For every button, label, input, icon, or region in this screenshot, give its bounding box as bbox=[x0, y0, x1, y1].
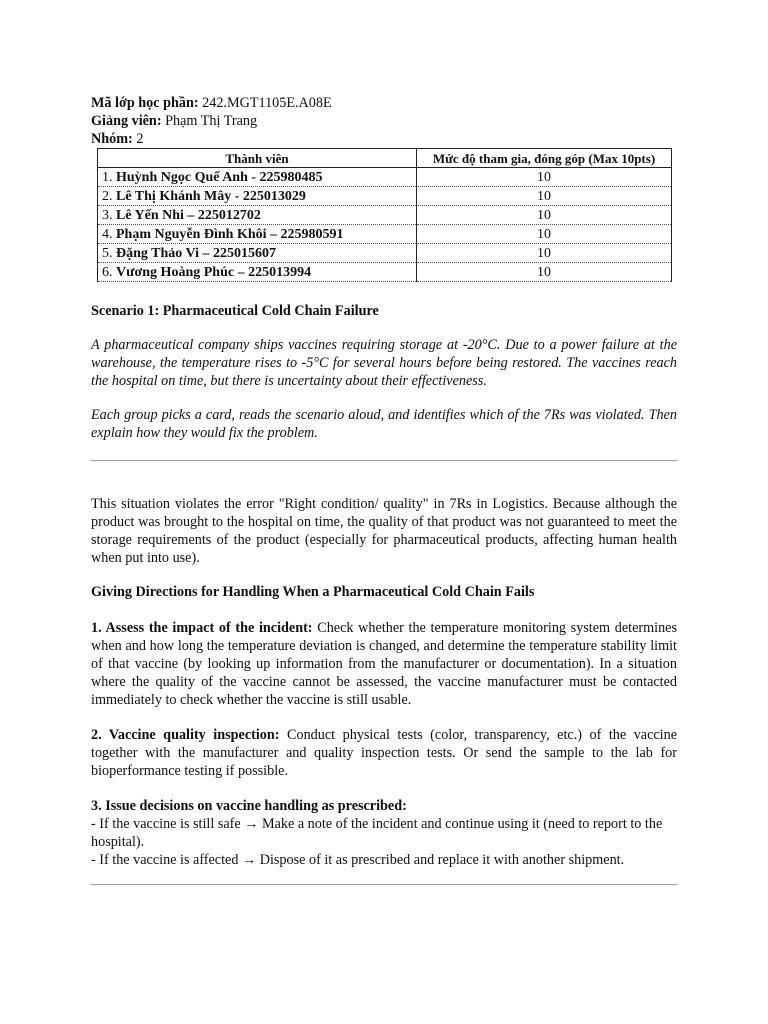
group-value: 2 bbox=[136, 131, 144, 147]
table-row bbox=[98, 263, 672, 282]
member-cell bbox=[98, 168, 417, 187]
document-content bbox=[91, 94, 677, 885]
course-code-value: 242.MGT1105E.A08E bbox=[202, 95, 332, 111]
member-index: 3. bbox=[102, 207, 113, 223]
directions-title: Giving Directions for Handling When a Pharmaceutical Cold Chain Fails bbox=[91, 584, 535, 600]
step2-paragraph bbox=[91, 726, 677, 780]
table-row bbox=[98, 168, 672, 187]
score-cell: 10 bbox=[417, 187, 672, 206]
member-name: Đặng Thảo Vi – 225015607 bbox=[116, 245, 276, 261]
member-index: 5. bbox=[102, 245, 113, 261]
step3-paragraph bbox=[91, 797, 677, 815]
score-cell: 10 bbox=[417, 168, 672, 187]
scenario-instruction: Each group picks a card, reads the scenario aloud, and identifies which of the 7Rs was violated. Then explain how they would fix the problem. bbox=[91, 407, 677, 441]
step2-title: 2. Vaccine quality inspection: bbox=[91, 727, 280, 743]
section-divider bbox=[91, 460, 677, 461]
step3-line-safe: - If the vaccine is still safe → Make a note of the incident and continue using it (need to report to the hospital). bbox=[91, 816, 663, 850]
column-header-member: Thành viên bbox=[98, 149, 417, 168]
lecturer-value: Phạm Thị Trang bbox=[165, 113, 258, 129]
step1-text: Check whether the temperature monitoring system determines when and how long the temperature deviation is changed, and determine the temperature stability limit of that vaccine (by looking up information from the manufacturer or documentation). In a situation where the quality of the vaccine cannot be assessed, the vaccine manufacturer must be contacted immediately to check whether the vaccine is still usable. bbox=[91, 620, 678, 708]
member-name: Lê Yến Nhi – 225012702 bbox=[116, 207, 261, 223]
member-index: 1. bbox=[102, 169, 113, 185]
member-cell bbox=[98, 187, 417, 206]
lecturer-label: Giảng viên: bbox=[91, 113, 162, 129]
lecturer-line bbox=[91, 112, 677, 130]
score-cell: 10 bbox=[417, 263, 672, 282]
member-index: 2. bbox=[102, 188, 113, 204]
table-row bbox=[98, 187, 672, 206]
members-table bbox=[97, 148, 672, 282]
course-code-label: Mã lớp học phần: bbox=[91, 95, 199, 111]
scenario-title: Scenario 1: Pharmaceutical Cold Chain Failure bbox=[91, 303, 379, 319]
score-cell: 10 bbox=[417, 206, 672, 225]
member-name: Huỳnh Ngọc Quế Anh - 225980485 bbox=[116, 169, 323, 185]
violation-paragraph: This situation violates the error "Right condition/ quality" in 7Rs in Logistics. Because although the product was brought to the hospital on time, the quality of that product was not guaranteed to meet the storage requirements of the product (especially for pharmaceutical products, affecting human health when put into use). bbox=[91, 496, 677, 566]
member-name: Phạm Nguyễn Đình Khôi – 225980591 bbox=[116, 226, 344, 242]
course-code-line bbox=[91, 94, 677, 112]
group-line bbox=[91, 130, 677, 148]
score-cell: 10 bbox=[417, 244, 672, 263]
table-row bbox=[98, 244, 672, 263]
scenario-description: A pharmaceutical company ships vaccines requiring storage at -20°C. Due to a power failure at the warehouse, the temperature rises to -5°C for several hours before being restored. The vaccines reach the hospital on time, but there is uncertainty about their effectiveness. bbox=[91, 337, 677, 389]
member-index: 6. bbox=[102, 264, 113, 280]
table-header-row bbox=[98, 149, 672, 168]
member-cell bbox=[98, 225, 417, 244]
section-divider bbox=[91, 884, 677, 885]
member-cell bbox=[98, 263, 417, 282]
member-name: Vương Hoàng Phúc – 225013994 bbox=[116, 264, 312, 280]
member-cell bbox=[98, 206, 417, 225]
step3-line-affected: - If the vaccine is affected → Dispose of it as prescribed and replace it with another shipment. bbox=[91, 852, 625, 868]
member-cell bbox=[98, 244, 417, 263]
member-index: 4. bbox=[102, 226, 113, 242]
step1-paragraph bbox=[91, 619, 677, 709]
column-header-contribution: Mức độ tham gia, đóng góp (Max 10pts) bbox=[417, 149, 672, 168]
table-row bbox=[98, 206, 672, 225]
member-name: Lê Thị Khánh Mây - 225013029 bbox=[116, 188, 306, 204]
table-row bbox=[98, 225, 672, 244]
step2-text: Conduct physical tests (color, transparency, etc.) of the vaccine together with the manufacturer and quality inspection tests. Or send the sample to the lab for bioperformance testing if possible. bbox=[91, 727, 678, 779]
step1-title: 1. Assess the impact of the incident: bbox=[91, 620, 313, 636]
step3-title: 3. Issue decisions on vaccine handling as prescribed: bbox=[91, 798, 407, 814]
group-label: Nhóm: bbox=[91, 131, 133, 147]
score-cell: 10 bbox=[417, 225, 672, 244]
